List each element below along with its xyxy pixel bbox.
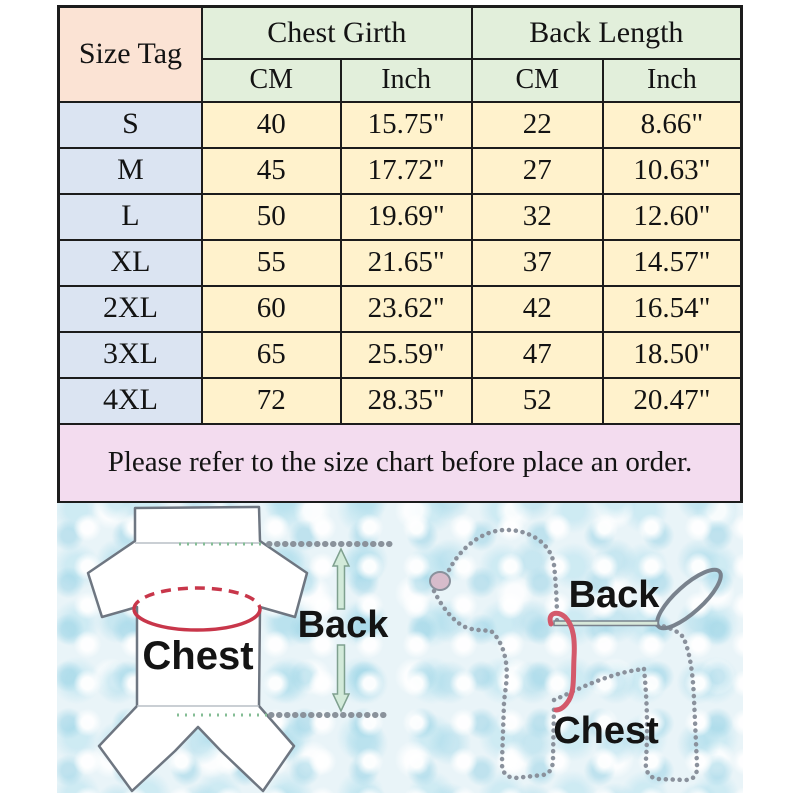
back-cm-header: CM xyxy=(472,59,603,102)
back-cm-cell: 32 xyxy=(472,194,603,240)
chest-inch-cell: 28.35" xyxy=(341,378,472,424)
back-cm-cell: 52 xyxy=(472,378,603,424)
back-cm-cell: 47 xyxy=(472,332,603,378)
size-table-container xyxy=(57,5,743,504)
back-cm-cell: 37 xyxy=(472,240,603,286)
chest-cm-cell: 72 xyxy=(202,378,341,424)
size-tag-cell: 2XL xyxy=(59,286,202,332)
dog-nose-icon xyxy=(430,572,450,590)
chest-inch-cell: 23.62" xyxy=(341,286,472,332)
dog-chest-measure-arc xyxy=(550,613,574,710)
size-table-row xyxy=(59,240,742,286)
chest-cm-cell: 45 xyxy=(202,148,341,194)
back-arrow-up-icon xyxy=(333,549,349,609)
dog-chest-label: Chest xyxy=(553,710,659,752)
size-table-row xyxy=(59,148,742,194)
back-inch-cell: 8.66" xyxy=(603,102,742,148)
size-table-row xyxy=(59,102,742,148)
back-inch-header: Inch xyxy=(603,59,742,102)
size-tag-header: Size Tag xyxy=(59,7,202,102)
back-inch-cell: 20.47" xyxy=(603,378,742,424)
back-length-header: Back Length xyxy=(472,7,742,59)
dog-belly-outline xyxy=(554,669,644,700)
size-tag-cell: S xyxy=(59,102,202,148)
size-table-row xyxy=(59,194,742,240)
chest-inch-cell: 25.59" xyxy=(341,332,472,378)
size-tag-cell: XL xyxy=(59,240,202,286)
size-table xyxy=(57,5,743,504)
size-tag-cell: L xyxy=(59,194,202,240)
chest-girth-header: Chest Girth xyxy=(202,7,472,59)
back-inch-cell: 10.63" xyxy=(603,148,742,194)
dog-front-outline xyxy=(434,591,554,778)
garment-diagram xyxy=(88,507,390,791)
measurement-diagram xyxy=(57,503,743,793)
size-tag-cell: 3XL xyxy=(59,332,202,378)
chest-cm-cell: 40 xyxy=(202,102,341,148)
back-inch-cell: 18.50" xyxy=(603,332,742,378)
dog-hindleg-outline xyxy=(644,637,697,780)
back-cm-cell: 42 xyxy=(472,286,603,332)
chest-cm-cell: 50 xyxy=(202,194,341,240)
size-table-row xyxy=(59,332,742,378)
dog-head-outline xyxy=(449,530,557,621)
chest-inch-cell: 19.69" xyxy=(341,194,472,240)
chest-cm-cell: 60 xyxy=(202,286,341,332)
size-table-row xyxy=(59,286,742,332)
size-table-row xyxy=(59,378,742,424)
back-cm-cell: 22 xyxy=(472,102,603,148)
back-cm-cell: 27 xyxy=(472,148,603,194)
chest-inch-cell: 15.75" xyxy=(341,102,472,148)
chest-inch-header: Inch xyxy=(341,59,472,102)
dog-back-label: Back xyxy=(568,574,660,616)
chest-cm-header: CM xyxy=(202,59,341,102)
dog-tail-icon xyxy=(649,562,728,637)
back-arrow-down-icon xyxy=(333,645,349,711)
size-chart-note: Please refer to the size chart before place an order. xyxy=(59,424,742,503)
garment-chest-label: Chest xyxy=(142,634,254,678)
chest-cm-cell: 55 xyxy=(202,240,341,286)
back-inch-cell: 12.60" xyxy=(603,194,742,240)
measurement-illustration xyxy=(57,503,743,793)
back-inch-cell: 14.57" xyxy=(603,240,742,286)
size-tag-cell: 4XL xyxy=(59,378,202,424)
size-tag-cell: M xyxy=(59,148,202,194)
chest-cm-cell: 65 xyxy=(202,332,341,378)
garment-back-label: Back xyxy=(297,604,389,646)
back-inch-cell: 16.54" xyxy=(603,286,742,332)
chest-inch-cell: 17.72" xyxy=(341,148,472,194)
chest-inch-cell: 21.65" xyxy=(341,240,472,286)
